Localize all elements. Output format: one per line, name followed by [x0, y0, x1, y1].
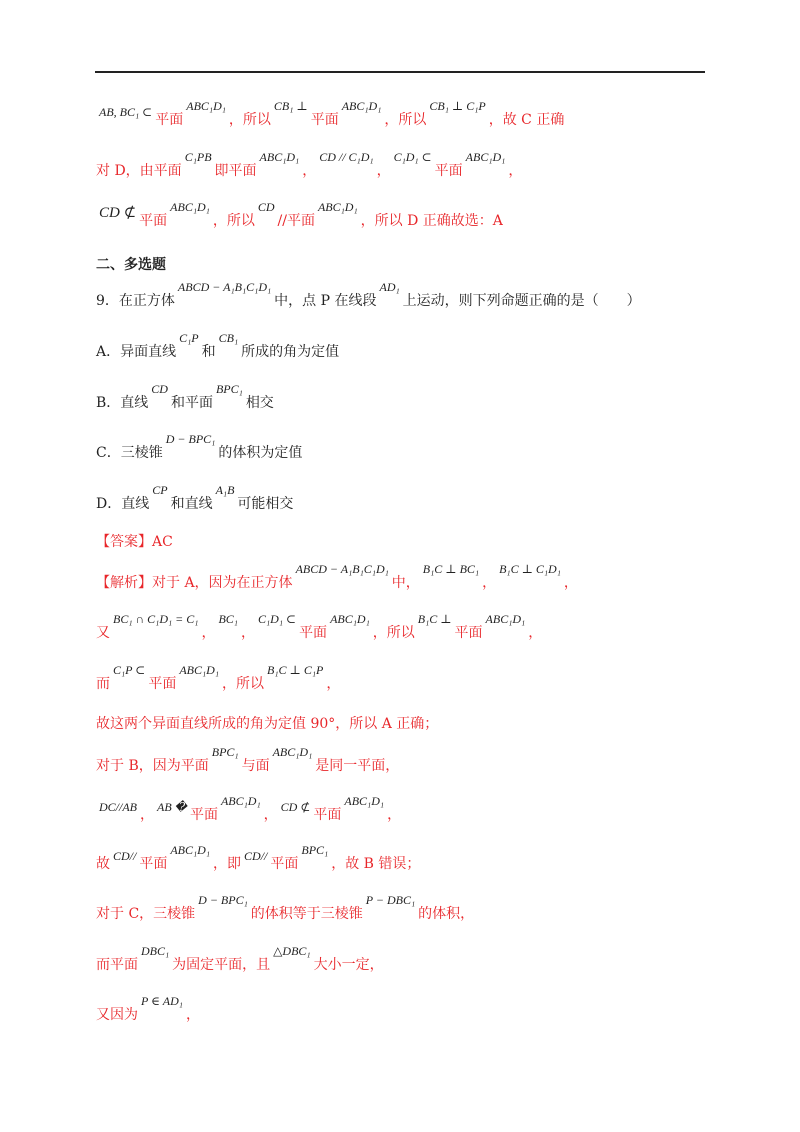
text: 又: [96, 625, 110, 641]
text: 平面: [139, 856, 168, 872]
question-9: [96, 280, 760, 309]
math: ABC₁D₁: [186, 99, 226, 113]
text: 9．在正方体: [96, 293, 175, 309]
text: ，: [302, 163, 317, 179]
math: CB₁ ⊥ C₁P: [429, 99, 486, 113]
text: 平面: [310, 112, 339, 128]
text: 中，: [391, 575, 420, 591]
text: 为固定平面，且: [172, 957, 271, 973]
text: 的体积为定值: [218, 445, 303, 461]
math: D − BPC₁: [165, 432, 216, 446]
math: ABC₁D₁: [317, 200, 358, 214]
analysis-line-10: [96, 994, 760, 1023]
analysis-line-6: [96, 794, 760, 823]
math: C₁PB: [184, 150, 212, 164]
math: P − DBC₁: [365, 893, 416, 907]
math: ABC₁D₁: [465, 150, 506, 164]
text: ，: [387, 807, 402, 823]
text: ，: [326, 676, 341, 692]
option-c: [96, 432, 760, 461]
text: 平面: [148, 676, 177, 692]
text: 【解析】对于 A，因为在正方体: [96, 575, 293, 591]
math: A₁B: [215, 483, 235, 497]
analysis-line-7: [96, 843, 760, 872]
text: ，: [508, 163, 523, 179]
math: ABC₁D₁: [170, 843, 211, 857]
text: 与面: [241, 758, 270, 774]
math: D − BPC₁: [198, 893, 248, 907]
answer: 【答案】AC: [96, 534, 173, 550]
text: ，故 B 错误；: [331, 856, 421, 872]
math: CD: [257, 200, 275, 214]
math: ABC₁D₁: [330, 612, 370, 626]
math: BC₁ ∩ C₁D₁ = C₁: [113, 612, 199, 626]
text: B．直线: [96, 395, 149, 411]
solution-line-3: [96, 200, 760, 229]
option-a: [96, 331, 760, 360]
text: 对于 C，三棱锥: [96, 906, 196, 922]
analysis-line-4: 故这两个异面直线所成的角为定值 90°，所以 A 正确；: [96, 716, 439, 732]
math: CD ⊄: [280, 800, 311, 814]
text: 所成的角为定值: [241, 344, 340, 360]
math: AD₁: [379, 280, 400, 294]
text: 平面: [434, 163, 463, 179]
text: 上运动，则下列命题正确的是（ ）: [402, 293, 641, 309]
text: 平面: [155, 112, 184, 128]
text: ，所以: [384, 112, 427, 128]
math: CD ⊄: [99, 205, 137, 221]
text: ，: [140, 807, 154, 823]
math: B₁C ⊥ C₁D₁: [499, 562, 561, 576]
math: CD//: [244, 849, 268, 863]
text: ，: [240, 625, 255, 641]
analysis-line-9: [96, 944, 760, 973]
math: ABC₁D₁: [344, 794, 385, 808]
math: BPC₁: [215, 382, 243, 396]
math: AB, BC₁ ⊂: [99, 105, 153, 119]
text: ，: [563, 575, 578, 591]
solution-line-2: [96, 150, 760, 179]
option-b: [96, 382, 760, 411]
math: C₁D₁ ⊂: [257, 612, 297, 626]
math: CD: [151, 382, 168, 396]
text: ，所以: [212, 213, 255, 229]
text: ，所以: [222, 676, 265, 692]
analysis-line-5: [96, 745, 760, 774]
text: 平面: [139, 213, 168, 229]
text: 又因为: [96, 1007, 138, 1023]
option-d: [96, 483, 760, 512]
text: 相交: [245, 395, 274, 411]
math: ABCD − A₁B₁C₁D₁: [177, 280, 272, 294]
text: 平面: [313, 807, 342, 823]
text: 可能相交: [237, 496, 294, 512]
text: ，: [263, 807, 278, 823]
text: D．直线: [96, 496, 150, 512]
text: 的体积等于三棱锥: [250, 906, 363, 922]
text: ，: [201, 625, 216, 641]
text: 平面: [189, 807, 218, 823]
text: 和: [201, 344, 216, 360]
math: ABC₁D₁: [259, 150, 300, 164]
math: B₁C ⊥ C₁P: [267, 663, 324, 677]
math: CB₁ ⊥: [273, 99, 308, 113]
math: DBC₁: [141, 944, 170, 958]
text: 和平面: [170, 395, 213, 411]
math: ABCD − A₁B₁C₁D₁: [295, 562, 389, 576]
math: ABC₁D₁: [220, 794, 261, 808]
analysis-line-8: [96, 893, 760, 922]
text: ，即: [213, 856, 242, 872]
math: ABC₁D₁: [341, 99, 382, 113]
text: 大小一定，: [313, 957, 384, 973]
solution-line-1: [96, 99, 760, 128]
math: CP: [152, 483, 168, 497]
text: 是同一平面，: [315, 758, 400, 774]
math: BPC₁: [301, 843, 329, 857]
text: ，故 C 正确: [488, 112, 565, 128]
text: 故: [96, 856, 110, 872]
math: C₁D₁ ⊂: [393, 150, 432, 164]
text: 的体积，: [418, 906, 475, 922]
math: ABC₁D₁: [272, 745, 313, 759]
math: CB₁: [218, 331, 239, 345]
text: A．异面直线: [96, 344, 177, 360]
math: ABC₁D₁: [485, 612, 526, 626]
math: △DBC₁: [273, 944, 311, 958]
header-rule: [95, 71, 705, 73]
math: AB �: [157, 800, 187, 814]
math: C₁P: [179, 331, 199, 345]
text: 而平面: [96, 957, 138, 973]
text: ，所以: [228, 112, 271, 128]
math: B₁C ⊥: [417, 612, 452, 626]
analysis-line-1: [96, 562, 760, 591]
math: C₁P ⊂: [113, 663, 146, 677]
text: ，: [482, 575, 497, 591]
math: P ∈ AD₁: [141, 994, 183, 1008]
math: ABC₁D₁: [179, 663, 220, 677]
text: ，所以: [372, 625, 415, 641]
math: DC//AB: [99, 800, 137, 814]
math: B₁C ⊥ BC₁: [422, 562, 480, 576]
text: 对于 B，因为平面: [96, 758, 209, 774]
math: CD//: [113, 849, 137, 863]
text: 和直线: [170, 496, 213, 512]
math: BC₁: [218, 612, 238, 626]
text: 中，点 P 在线段: [274, 293, 377, 309]
math: BPC₁: [211, 745, 239, 759]
text: C．三棱锥: [96, 445, 163, 461]
text: 而: [96, 676, 110, 692]
text: 平面: [454, 625, 483, 641]
text: 平面: [270, 856, 299, 872]
text: ，: [528, 625, 543, 641]
math: ABC₁D₁: [170, 200, 210, 214]
text: 对 D，由平面: [96, 163, 182, 179]
text: //平面: [277, 213, 315, 229]
analysis-line-3: [96, 663, 760, 692]
text: 即平面: [214, 163, 257, 179]
math: CD // C₁D₁: [319, 150, 374, 164]
text: 平面: [299, 625, 328, 641]
section-heading: 二、多选题: [96, 257, 166, 273]
text: ，所以 D 正确故选：A: [360, 213, 503, 229]
text: ，: [376, 163, 391, 179]
text: ，: [185, 1007, 200, 1023]
analysis-line-2: [96, 612, 760, 641]
